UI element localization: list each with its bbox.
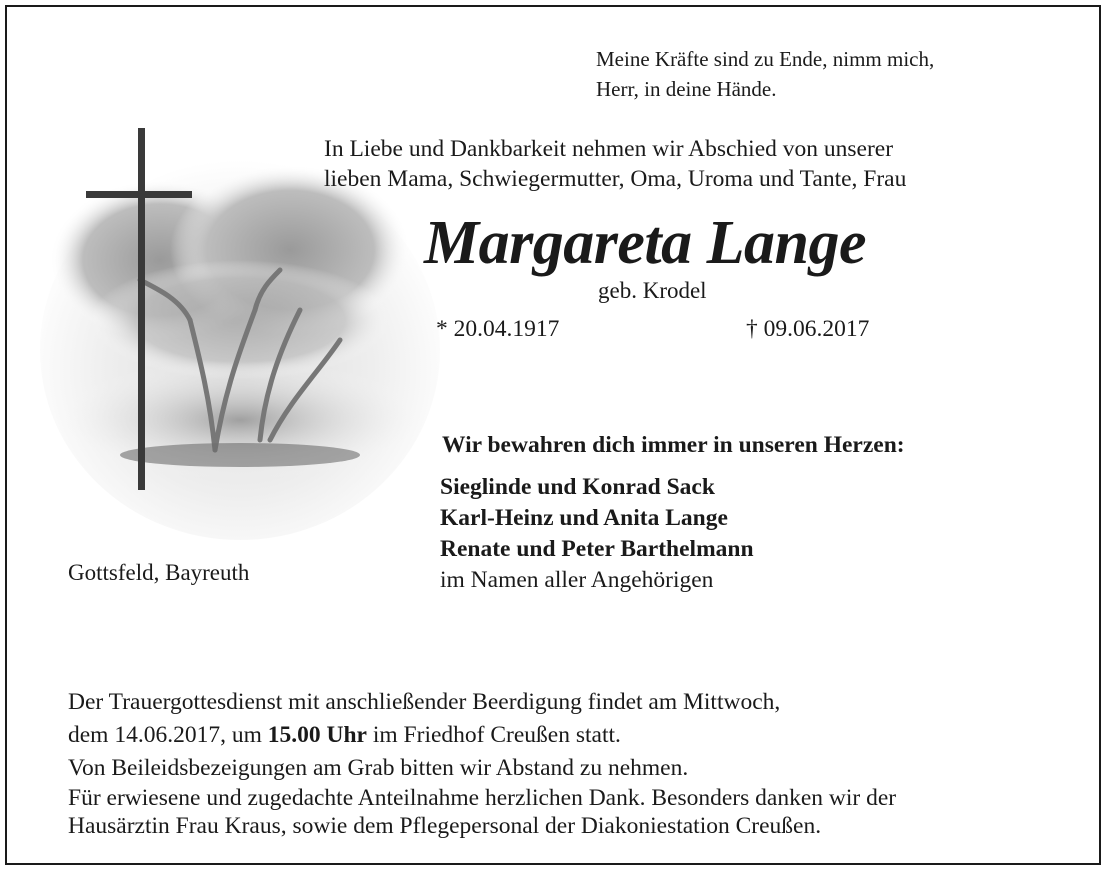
service-line-2: [68, 719, 780, 752]
intro-line-2: lieben Mama, Schwiegermutter, Oma, Uroma und Tante, Frau: [324, 166, 907, 192]
birth-date: * 20.04.1917: [436, 316, 560, 342]
deceased-name: Margareta Lange: [424, 209, 866, 277]
service-location-text: im Friedhof Creußen statt.: [366, 722, 621, 748]
service-date-text: dem 14.06.2017, um: [68, 722, 268, 748]
verse-line-2: Herr, in deine Hände.: [596, 77, 777, 101]
thanks-line-2: Hausärztin Frau Kraus, sowie dem Pflegepersonal der Diakoniestation Creußen.: [68, 813, 822, 839]
mourners-heading: Wir bewahren dich immer in unseren Herzen:: [442, 432, 905, 458]
service-time: 15.00 Uhr: [267, 722, 367, 748]
mourners-list: [440, 472, 754, 596]
mourner-name: Karl-Heinz und Anita Lange: [440, 505, 728, 531]
mourners-closing: im Namen aller Angehörigen: [440, 567, 714, 593]
place: Gottsfeld, Bayreuth: [68, 560, 250, 585]
service-info: [68, 686, 780, 785]
mourner-name: Sieglinde und Konrad Sack: [440, 474, 715, 500]
intro-text: [324, 134, 906, 194]
death-date: † 09.06.2017: [746, 316, 870, 342]
service-line-1: Der Trauergottesdienst mit anschließender Beerdigung findet am Mittwoch,: [68, 689, 781, 715]
verse-line-1: Meine Kräfte sind zu Ende, nimm mich,: [596, 47, 935, 71]
service-line-3: Von Beileidsbezeigungen am Grab bitten wir Abstand zu nehmen.: [68, 755, 689, 781]
maiden-name: geb. Krodel: [598, 278, 707, 303]
mourner-name: Renate und Peter Barthelmann: [440, 536, 754, 562]
thanks-text: [68, 784, 896, 840]
verse: [596, 44, 934, 104]
intro-line-1: In Liebe und Dankbarkeit nehmen wir Abschied von unserer: [324, 136, 894, 162]
thanks-line-1: Für erwiesene und zugedachte Anteilnahme herzlichen Dank. Besonders danken wir der: [68, 785, 897, 811]
